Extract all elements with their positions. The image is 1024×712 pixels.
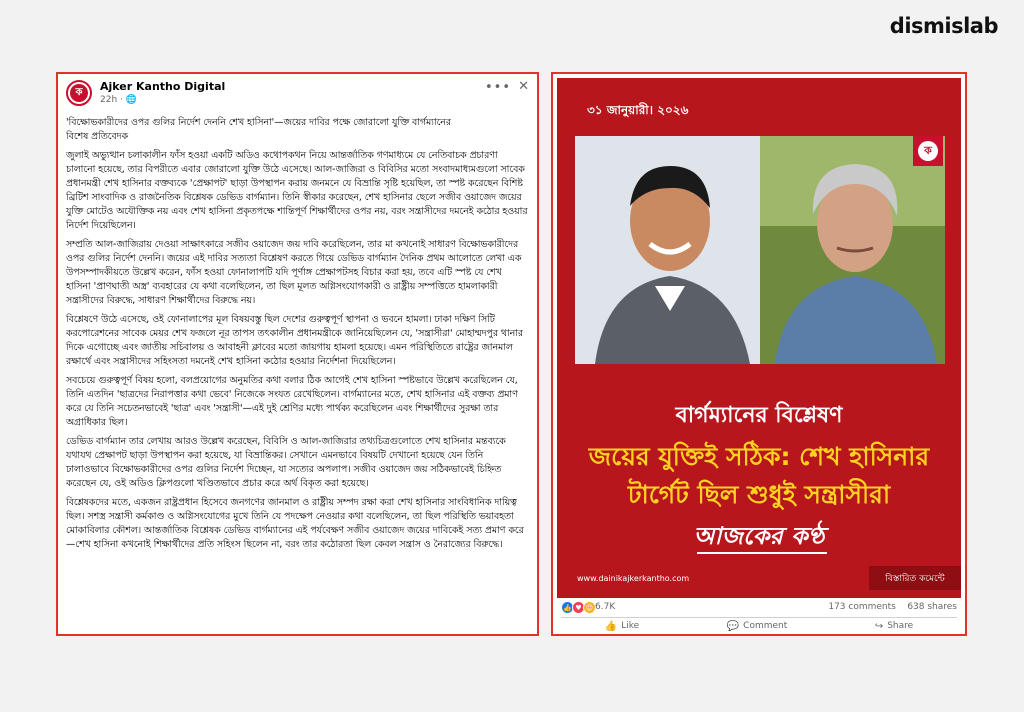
text-post — [56, 72, 539, 636]
newspaper-logo-icon: ক — [913, 136, 943, 166]
post-paragraph: সবচেয়ে গুরুত্বপূর্ণ বিষয় হলো, বলপ্রয়োগের অনুমতির কথা বলার ঠিক আগেই শেখ হাসিনা স্পষ্টভাবে উল্লেখ করেছিলেন যে, তিনি এতদিন 'ছাত্রদের নিরাপত্তার কথা ভেবে' নিজেকে সংযত রেখেছিলেন। বার্গম্যানের মতে, শেখ হাসিনার এই বক্তব্য প্রমাণ করে যে তিনি সচেতনভাবেই 'ছাত্র' এবং 'সন্ত্রাসী'—এই দুই শ্রেণির মধ্যে পার্থক্য করেছিলেন এবং শিক্ষার্থীদের সুরক্ষা তার অগ্রাধিকার ছিল। — [66, 375, 518, 428]
care-reaction-icon: ☺ — [583, 601, 596, 614]
newspaper-wordmark: আজকের কণ্ঠ — [693, 522, 825, 550]
post-paragraph: জুলাই অভ্যুত্থান চলাকালীন ফাঁস হওয়া একটি অডিও কথোপকথন নিয়ে আন্তর্জাতিক গণমাধ্যমে যে নেতিবাচক প্রচারণা চালানো হয়েছে, তার বিপরীতে এবার জোরালো যুক্তি উঠে এসেছে। আল-জাজিরা ও বিবিসির মতো সংবাদমাধ্যমগুলো সাবেক প্রধানমন্ত্রী শেখ হাসিনার বক্তব্যকে 'প্রেক্ষাপট' ছাড়া উপস্থাপন করায় জনমনে যে বিভ্রান্তি সৃষ্টি হয়েছিল, তা স্পষ্ট করেছেন বিশিষ্ট ব্রিটিশ সাংবাদিক ও রাজনৈতিক বিশ্লেষক ডেভিড বার্গম্যান। তিনি স্বীকার করেছেন, শেখ হাসিনার ছেলে সজীব ওয়াজেদ জয়ের যুক্তি মোটেও অযৌক্তিক নয় এবং শেখ হাসিনা প্রকৃতপক্ষে শান্তিপূর্ণ শিক্ষার্থীদের ওপর নয়, বরং সন্ত্রাসীদের দমনেই কঠোর হওয়ার নির্দেশ দিয়েছিলেন। — [66, 150, 528, 231]
thumbs-up-icon: 👍 — [604, 620, 618, 632]
share-icon: ↪ — [874, 620, 884, 632]
card-headline-line2: টার্গেট ছিল শুধুই সন্ত্রাসীরা — [627, 480, 891, 509]
engagement-stats — [828, 602, 957, 612]
avatar[interactable] — [66, 80, 92, 106]
website-url: www.dainikajkerkantho.com — [577, 574, 690, 583]
comments-count-link[interactable]: 173 comments — [828, 602, 896, 612]
post-header — [58, 74, 537, 116]
love-reaction-icon: ♥ — [572, 601, 585, 614]
photo-card[interactable] — [557, 78, 961, 598]
page-name-link[interactable]: Ajker Kantho Digital — [100, 80, 226, 93]
shares-count-link[interactable]: 638 shares — [907, 602, 957, 612]
wordmark-underline — [697, 552, 827, 554]
reaction-count[interactable]: 6.7K — [595, 602, 616, 612]
card-date: ৩১ জানুয়ারী। ২০২৬ — [587, 103, 689, 117]
post-body — [58, 116, 537, 552]
reaction-icons[interactable] — [561, 601, 594, 614]
comment-label: Comment — [743, 621, 788, 631]
post-headline: 'বিক্ষোভকারীদের ওপর গুলির নির্দেশ দেননি শেখ হাসিনা'—জয়ের দাবির পক্ষে জোরালো যুক্তি বার্গম্যানের — [66, 117, 451, 128]
brand-logo: dismislab — [889, 14, 998, 38]
card-headline-line1: জয়ের যুক্তিই সঠিক: শেখ হাসিনার — [588, 442, 930, 471]
post-paragraph: সম্প্রতি আল-জাজিরায় দেওয়া সাক্ষাৎকারে সজীব ওয়াজেদ জয় দাবি করেছিলেন, তার মা কখনোই সাধারণ বিক্ষোভকারীদের ওপর গুলির নির্দেশ দেননি। জয়ের এই দাবির সত্যতা বিশ্লেষণ করতে গিয়ে ডেভিড বার্গম্যান দৈনিক প্রথম আলোতে লেখা এক উপসম্পাদকীয়তে উল্লেখ করেন, ফাঁস হওয়া ফোনালাপটি যদি পূর্ণাঙ্গ প্রেক্ষাপটসহ বিচার করা হয়, তবে এটি স্পষ্ট যে শেখ হাসিনা 'প্রাণঘাতী অস্ত্র' ব্যবহারের যে কথা বলেছিলেন, তা ছিল মূলত অগ্নিসংযোগকারী ও রাষ্ট্রীয় সম্পত্তিতে হামলাকারী সন্ত্রাসীদের বিরুদ্ধে, সাধারণ শিক্ষার্থীদের বিরুদ্ধে নয়। — [66, 239, 522, 306]
two-portraits-image — [575, 136, 945, 364]
divider — [561, 617, 957, 618]
like-label: Like — [621, 621, 640, 631]
reactions-bar — [561, 601, 957, 615]
share-button[interactable] — [875, 619, 913, 633]
post-actions — [561, 619, 957, 633]
comment-button[interactable] — [727, 619, 788, 633]
like-reaction-icon: 👍 — [561, 601, 574, 614]
like-button[interactable] — [605, 619, 639, 633]
details-in-comment-label: বিস্তারিত কমেন্টে — [869, 566, 961, 590]
more-options-icon[interactable]: ••• — [484, 80, 511, 95]
post-paragraph: বিশ্লেষণে উঠে এসেছে, ওই ফোনালাপের মূল বিষয়বস্তু ছিল দেশের গুরুত্বপূর্ণ স্থাপনা ও ভবনে হামলা। ঢাকা দক্ষিণ সিটি করপোরেশনের সাবেক মেয়র শেখ ফজলে নূর তাপস তৎকালীন প্রধানমন্ত্রীকে জানিয়েছিলেন যে, 'সন্ত্রাসীরা' মোহাম্মদপুর থানার দিকে এগোচ্ছে এবং জাতীয় সচিবালয় ও আবাহনী ক্লাবের মতো জায়গায় হামলা হয়েছে। এমন পরিস্থিতিতে রাষ্ট্রের জানমাল রক্ষার্থে এবং সন্ত্রাসীদের সহিংসতা দমনেই শেখ হাসিনা কঠোর হওয়ার নির্দেশনা দিয়েছিলেন। — [66, 314, 523, 367]
post-timestamp[interactable]: 22h · 🌐 — [100, 95, 137, 105]
card-headline — [557, 438, 961, 514]
page-logo-icon: ক — [70, 84, 88, 102]
post-paragraph: বিশ্লেষকদের মতে, একজন রাষ্ট্রপ্রধান হিসেবে জনগণের জানমাল ও রাষ্ট্রীয় সম্পদ রক্ষা করা শেখ হাসিনার সাংবিধানিক দায়িত্ব ছিল। সশস্ত্র সন্ত্রাসী কর্মকাণ্ড ও অগ্নিসংযোগের মুখে তিনি যে পদক্ষেপ নেওয়ার কথা বলেছিলেন, তা ছিল পরিস্থিতি ভয়াবহতা মোকাবিলার কৌশল। আন্তর্জাতিক বিশ্লেষক ডেভিড বার্গম্যানের এই পর্যবেক্ষণ সজীব ওয়াজেদ জয়ের দাবিকেই সত্য প্রমাণ করে—শেখ হাসিনা কখনোই শিক্ষার্থীদের প্রতি সহিংস ছিলেন না, বরং তার কঠোরতা ছিল কেবল সন্ত্রাস ও নৈরাজ্যের বিরুদ্ধে। — [66, 497, 524, 550]
post-byline: বিশেষ প্রতিবেদক — [66, 131, 129, 142]
portrait-photo — [575, 136, 945, 364]
share-label: Share — [887, 621, 914, 631]
photo-post — [551, 72, 967, 636]
close-icon[interactable]: ✕ — [518, 79, 529, 94]
comment-icon: 💬 — [726, 620, 740, 632]
post-paragraph: ডেভিড বার্গম্যান তার লেখায় আরও উল্লেখ করেছেন, বিবিসি ও আল-জাজিরার তথ্যচিত্রগুলোতে শেখ হাসিনার মন্তব্যকে যথাযথ প্রেক্ষাপট ছাড়া উপস্থাপন করা হয়েছে, যা বিভ্রান্তিকর। সেখানে এমনভাবে বিষয়টি দেখানো হয়েছে যেন তিনি ঢালাওভাবে বিক্ষোভকারীদের ওপর গুলির নির্দেশ দিচ্ছেন, যা সত্যের অপলাপ। সজীব ওয়াজেদ জয় সঠিকভাবেই চিহ্নিত করেছেন যে, ওই অডিও ক্লিপগুলো খণ্ডিতভাবে প্রচার করে অর্থ বিকৃত করা হয়েছে। — [66, 436, 506, 489]
card-subtitle: বার্গম্যানের বিশ্লেষণ — [675, 403, 843, 428]
